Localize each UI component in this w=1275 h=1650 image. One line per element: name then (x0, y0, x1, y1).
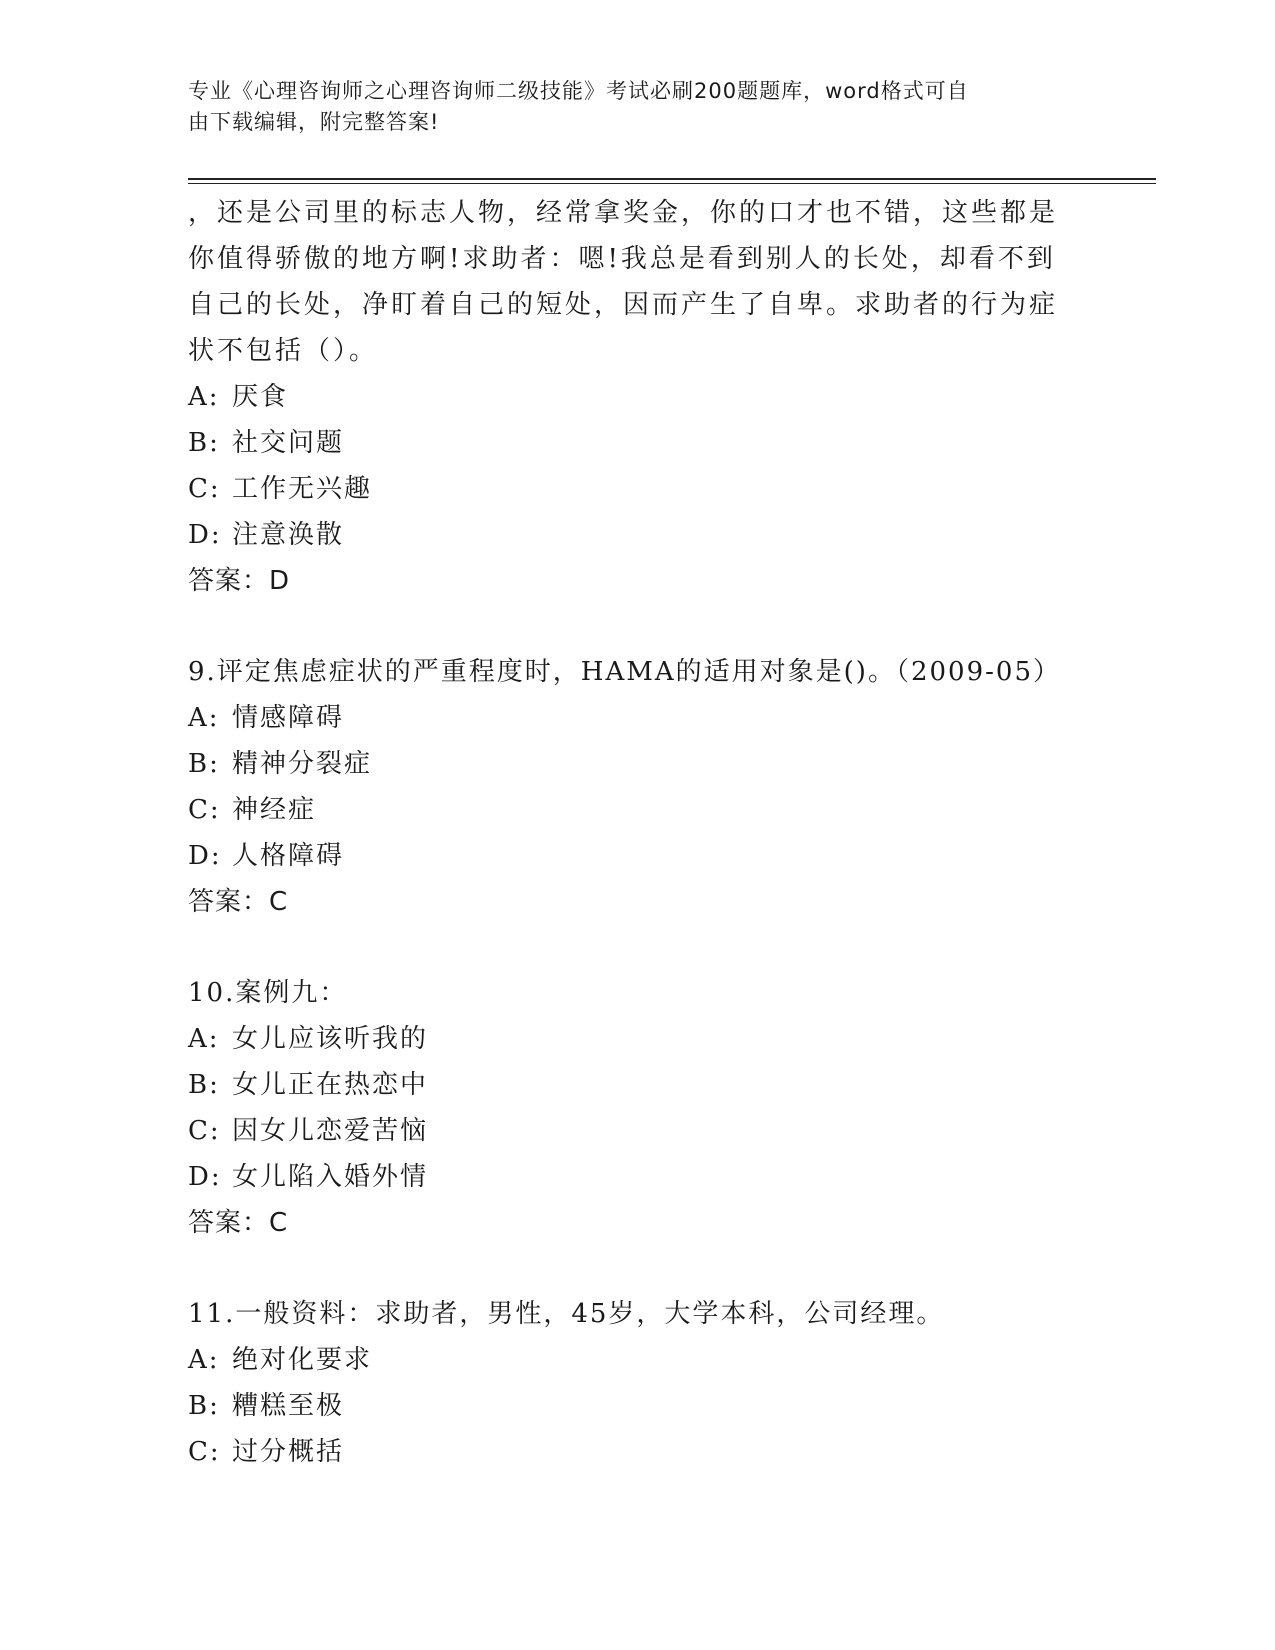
option-b (188, 420, 1088, 466)
option-b (188, 1062, 1088, 1108)
answer-line: 答案：C (188, 1208, 289, 1238)
option-text: 神经症 (232, 795, 317, 825)
question-10 (188, 970, 1088, 1246)
option-text: 过分概括 (232, 1437, 345, 1467)
option-d (188, 1154, 1088, 1200)
option-a (188, 374, 1088, 420)
header-divider-thick (188, 178, 1156, 180)
option-a (188, 1337, 1088, 1383)
answer-line: 答案：D (188, 566, 291, 596)
option-text: 女儿应该听我的 (232, 1024, 429, 1054)
answer-line: 答案：C (188, 887, 289, 917)
text-line: 状不包括（）。 (188, 336, 379, 366)
header-line-2: 由下载编辑，附完整答案! (188, 110, 440, 134)
option-letter: A: (188, 703, 220, 733)
header-line-1: 专业《心理咨询师之心理咨询师二级技能》考试必刷200题题库，word格式可自 (188, 79, 969, 103)
option-letter: C: (188, 1437, 221, 1467)
option-d (188, 512, 1088, 558)
option-letter: A: (188, 1024, 220, 1054)
option-b (188, 1383, 1088, 1429)
option-text: 精神分裂症 (232, 749, 373, 779)
option-letter: B: (188, 428, 220, 458)
option-d (188, 833, 1088, 879)
option-c (188, 466, 1088, 512)
option-letter: C: (188, 795, 221, 825)
question-text (188, 190, 1088, 374)
option-text: 社交问题 (232, 428, 345, 458)
option-c (188, 787, 1088, 833)
option-a (188, 1016, 1088, 1062)
option-letter: B: (188, 749, 220, 779)
option-text: 糟糕至极 (232, 1391, 345, 1421)
question-9 (188, 649, 1088, 925)
question-11 (188, 1291, 1088, 1475)
option-letter: C: (188, 1116, 221, 1146)
question-8-continuation (188, 190, 1088, 604)
option-text: 因女儿恋爱苦恼 (232, 1116, 429, 1146)
option-text: 女儿正在热恋中 (232, 1070, 429, 1100)
option-c (188, 1429, 1088, 1475)
question-stem: 10.案例九： (188, 978, 348, 1008)
header-divider-thin (188, 183, 1156, 184)
option-text: 情感障碍 (232, 703, 345, 733)
option-a (188, 695, 1088, 741)
option-letter: D: (188, 520, 222, 550)
option-letter: C: (188, 474, 221, 504)
option-text: 注意涣散 (232, 520, 345, 550)
text-line: 自己的长处，净盯着自己的短处，因而产生了自卑。求助者的行为症 (188, 290, 1059, 320)
option-letter: D: (188, 841, 222, 871)
text-line: 你值得骄傲的地方啊!求助者：嗯!我总是看到别人的长处，却看不到 (188, 244, 1056, 274)
option-letter: A: (188, 1345, 220, 1375)
option-c (188, 1108, 1088, 1154)
option-letter: A: (188, 382, 220, 412)
document-body (188, 190, 1088, 1475)
option-text: 工作无兴趣 (232, 474, 373, 504)
option-text: 绝对化要求 (232, 1345, 373, 1375)
option-text: 女儿陷入婚外情 (232, 1162, 429, 1192)
option-b (188, 741, 1088, 787)
option-letter: B: (188, 1070, 220, 1100)
option-letter: D: (188, 1162, 222, 1192)
question-stem: 11.一般资料：求助者，男性，45岁，大学本科，公司经理。 (188, 1299, 945, 1329)
page-header (188, 76, 1068, 138)
option-text: 人格障碍 (232, 841, 345, 871)
text-line: ，还是公司里的标志人物，经常拿奖金，你的口才也不错，这些都是 (188, 198, 1059, 228)
question-stem: 9.评定焦虑症状的严重程度时，HAMA的适用对象是()。（2009-05） (188, 657, 1061, 687)
option-letter: B: (188, 1391, 220, 1421)
option-text: 厌食 (232, 382, 289, 412)
